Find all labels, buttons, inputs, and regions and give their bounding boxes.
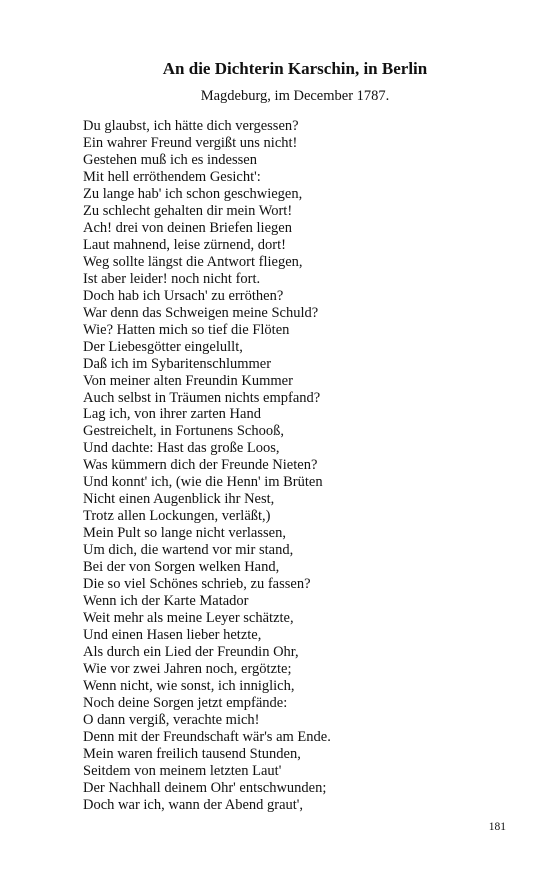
poem-line: Und einen Hasen lieber hetzte,: [83, 627, 262, 644]
poem-line: Was kümmern dich der Freunde Nieten?: [83, 457, 318, 474]
poem-line: Gestreichelt, in Fortunens Schooß,: [83, 423, 284, 440]
poem-line: Der Nachhall deinem Ohr' entschwunden;: [83, 779, 327, 796]
poem-line: O dann vergiß, verachte mich!: [83, 711, 260, 728]
poem-line: Mit hell erröthendem Gesicht':: [83, 168, 261, 185]
poem-line: Gestehen muß ich es indessen: [83, 151, 257, 168]
poem-line: Wenn ich der Karte Matador: [83, 593, 249, 610]
poem-title: An die Dichterin Karschin, in Berlin: [162, 59, 428, 78]
poem-line: Der Liebesgötter eingelullt,: [83, 338, 243, 355]
poem-line: Trotz allen Lockungen, verläßt,): [83, 508, 271, 525]
poem-line: Ist aber leider! noch nicht fort.: [83, 270, 261, 287]
poem-line: Weg sollte längst die Antwort fliegen,: [83, 253, 303, 270]
poem-line: Und dachte: Hast das große Loos,: [83, 440, 280, 457]
poem-dateline: Magdeburg, im December 1787.: [200, 88, 390, 104]
poem-line: Auch selbst in Träumen nichts empfand?: [83, 389, 321, 406]
poem-line: Bei der von Sorgen welken Hand,: [83, 559, 280, 576]
poem-line: Zu lange hab' ich schon geschwiegen,: [83, 185, 303, 202]
poem-line: Lag ich, von ihrer zarten Hand: [83, 406, 261, 423]
poem-line: Nicht einen Augenblick ihr Nest,: [83, 491, 275, 508]
poem-line: Ach! drei von deinen Briefen liegen: [83, 219, 292, 236]
poem-line: Und konnt' ich, (wie die Henn' im Brüten: [83, 474, 323, 491]
poem-line: Von meiner alten Freundin Kummer: [83, 372, 293, 389]
poem-line: Denn mit der Freundschaft wär's am Ende.: [83, 728, 331, 745]
poem-line: Als durch ein Lied der Freundin Ohr,: [83, 644, 299, 661]
poem-line: Seitdem von meinem letzten Laut': [83, 762, 282, 779]
poem-line: Doch hab ich Ursach' zu erröthen?: [83, 287, 284, 304]
poem-line: Um dich, die wartend vor mir stand,: [83, 542, 294, 559]
poem-line: Wie? Hatten mich so tief die Flöten: [83, 321, 290, 338]
poem-line: Die so viel Schönes schrieb, zu fassen?: [83, 576, 311, 593]
poem-line: Mein waren freilich tausend Stunden,: [83, 745, 301, 762]
poem-line: Wie vor zwei Jahren noch, ergötzte;: [83, 661, 292, 677]
poem-line: Ein wahrer Freund vergißt uns nicht!: [83, 134, 298, 151]
poem-body: [83, 118, 331, 814]
poem-line: Daß ich im Sybaritenschlummer: [83, 355, 272, 372]
poem-line: Du glaubst, ich hätte dich vergessen?: [83, 118, 299, 134]
poem-line: Noch deine Sorgen jetzt empfände:: [83, 694, 288, 711]
poem-line: Laut mahnend, leise zürnend, dort!: [83, 236, 286, 253]
poem-line: Mein Pult so lange nicht verlassen,: [83, 525, 286, 542]
page-number: 181: [488, 821, 506, 833]
poem-line: Zu schlecht gehalten dir mein Wort!: [83, 202, 293, 219]
poem-line: Doch war ich, wann der Abend graut',: [83, 796, 304, 813]
poem-line: Wenn nicht, wie sonst, ich inniglich,: [83, 677, 295, 694]
poem-line: Weit mehr als meine Leyer schätzte,: [83, 610, 294, 627]
poem-line: War denn das Schweigen meine Schuld?: [83, 304, 319, 321]
